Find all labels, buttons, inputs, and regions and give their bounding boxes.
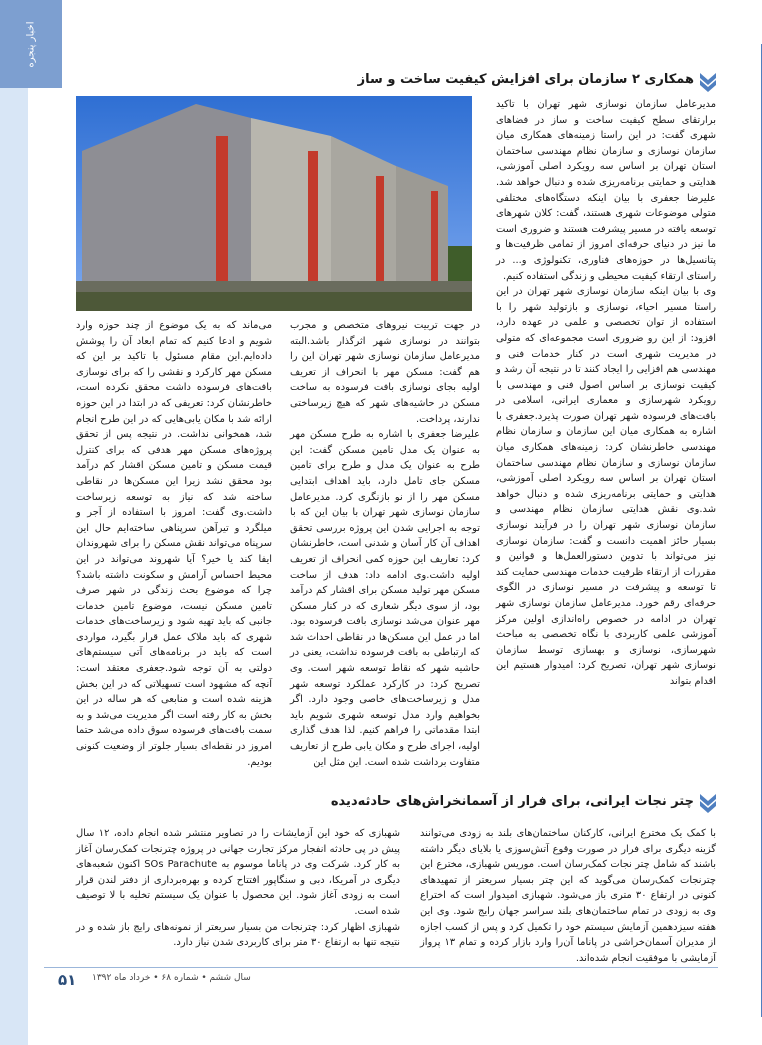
chevron-down-icon bbox=[698, 792, 718, 816]
article-column-right: با کمک یک مخترع ایرانی، کارکنان ساختمان‌های بلند به زودی می‌توانند گزینه دیگری برای فرار در صورت وقوع آتش‌سوزی یا بلایای دیگر داشته باشند که شامل چتر نجات کمک‌رسان است. موریس شهبازی، مخترع این چترنجات کمک‌رسان می‌گوید که این چتر بسیار سریعتر از تمهیدهای کنونی در ارتفاع ۳۰ متری باز می‌شود. شهبازی امیدوار است که اختراع وی به زودی در تمام ساختمان‌های بلند سراسر جهان رایج شود. وی این هفته سیزدهمین آزمایش سیستم خود را تکمیل کرد و پس از کسب اجازه از مدیران آسمان‌خراشی در پاناما آن‌را وارد بازار کرده و تمام ۱۳ پرواز آزمایشی با موفقیت انجام شده‌اند. bbox=[420, 828, 716, 964]
issue-info: سال ششم • شماره ۶۸ • خرداد ماه ۱۳۹۲ bbox=[92, 973, 251, 983]
footer-rule bbox=[44, 967, 718, 968]
building-photo bbox=[76, 96, 472, 311]
article-title: چتر نجات ایرانی، برای فرار از آسمانخراش‌های حادثه‌دیده bbox=[330, 794, 694, 809]
section-tab bbox=[0, 0, 62, 88]
article-column-left: می‌ماند که به یک موضوع از چند حوزه وارد شویم و ادعا کنیم که تمام ابعاد آن را پوشش داده‌ایم.این مقام مسئول با تاکید بر این که مسکن مهر کارکرد و نقشی را که برای نوسازی بافت‌های فرسوده داشت محقق نکرده است، خاطرنشان کرد: تعریفی که در ابتدا در این حوزه ارائه شد با مکان یابی‌هایی که در این طرح انجام شد، همخوانی نداشت. در نتیجه پس از تحقق پروژه‌های مسکن مهر هدفی که برای کنترل قیمت مسکن و تامین مسکن اقشار کم درآمد بود محقق نشد زیرا این مسکن‌ها در نقاطی ساخته شد که نیاز به توسعه زیرساخت داشت.وی گفت: امروز با استفاده از آجر و میلگرد و تیرآهن سرپناهی ساخته‌ایم حال این سرپناه می‌تواند نقش مسکن را برای شهروندان ایفا کند یا خیر؟ آیا شهروند می‌تواند در این محیط احساس آرامش و سکونت داشته باشد؟ چرا که موضوع بحث زندگی در شهر صرف تامین مسکن نیست، موضوع تامین خدمات جانبی که باید تهیه شود و زیرساخت‌های خدمات شهری که باید ملاک عمل قرار بگیرد، مواردی است که باید در برنامه‌های آتی سیستم‌های دولتی به آن توجه شود.جعفری معتقد است: آنچه که مشهود است تسهیلاتی که در این بخش هزینه شده است و منابعی که هر ساله در این بخش به کار رفته است اگر مدیریت می‌شد و به سمت بافت‌های فرسوده سوق داده می‌شد حتما امروز در نقطه‌ای بسیار جلوتر از وضعیت کنونی بودیم. bbox=[76, 320, 272, 768]
article-column-right: مدیرعامل سازمان نوسازی شهر تهران با تاکید برارتقای سطح کیفیت ساخت و ساز در فضاهای شهری گفت: در این راستا زمینه‌های همکاری میان سازمان نوسازی و سازمان نظام مهندسی ساختمان استان تهران بر اساس سه رویکرد اصلی آموزشی، هدایتی و حمایتی برنامه‌ریزی شده و دنبال خواهد شد. علیرضا جعفری با بیان اینکه دستگاه‌های مختلفی متولی موضوعات شهری هستند، گفت: کلان شهرهای توسعه یافته در مسیر پیشرفت هستند و ضروری است ما نیز در دنیای حرفه‌ای امروز از تمامی ظرفیت‌ها و پتانسیل‌ها در حوزه‌های فناوری، تکنولوژی و... در راستای ارتقاء کیفیت محیطی و زندگی استفاده کنیم. وی با بیان اینکه سازمان نوسازی شهر تهران در این راستا مسیر احیاء، نوسازی و بازتولید شهر را با استفاده از توان تخصصی و علمی در عهده دارد، افزود: از این رو ضروری است مجموعه‌ای که متولی در مدیریت شهری است در کنار خدمات فنی و مهندسی هم افزایی را ایجاد کنند تا در نتیجه آن رشد و کیفیت نوسازی بر اساس اصول فنی و مهندسی با رویکرد شهرسازی و معماری ایرانی، اسلامی در بافت‌های فرسوده شهر تهران صورت پذیرد.جعفری با اشاره به همکاری میان این سازمان و سازمان نظام مهندسی خاطرنشان کرد: زمینه‌های همکاری میان سازمان نوسازی و سازمان نظام مهندسی ساختمان استان تهران بر اساس سه رویکرد اصلی آموزشی، هدایتی و حمایتی برنامه‌ریزی شده و دنبال خواهد شد.وی نقش هدایتی سازمان نظام مهندسی و سازمان نوسازی شهر تهران را در فرآیند نوسازی بسیار حائز اهمیت دانست و گفت: سازمان نوسازی نیز می‌تواند با تدوین دستورالعمل‌ها و قوانین و مقررات از ارتقاء ظرفیت خدمات مهندسی حمایت کند تا توسعه و پیشرفت در مسیر نوسازی در الگوی حرفه‌ای رقم خورد. مدیرعامل سازمان نوسازی شهر تهران در ادامه در خصوص راه‌اندازی اولین مرکز آموزشی علمی کاربردی با نگاه تخصصی به مباحث شهرسازی، نوسازی و بهسازی توسط سازمان نوسازی شهر تهران، تصریح کرد: امیدوار هستیم این اقدام بتواند bbox=[496, 99, 716, 687]
article-column-middle: در جهت تربیت نیروهای متخصص و مجرب بتوانند در نوسازی شهر اثرگذار باشد.البته مدیرعامل سازمان نوسازی شهر تهران این را هم گفت: مسکن مهر با انحراف از تعریف اولیه بجای نوسازی بافت فرسوده به ساخت مسکن در حاشیه‌های شهر که هیچ زیرساختی ندارند، پرداخت. علیرضا جعفری با اشاره به طرح مسکن مهر به عنوان یک مدل تامین مسکن گفت: این طرح به عنوان یک مدل و طرح برای تامین مسکن جای تامل دارد، باید اهداف ابتدایی مسکن مهر را از نو بازنگری کرد. مدیرعامل سازمان نوسازی شهر تهران با بیان این که با توجه به اجرایی شدن این پروژه بررسی تحقق اهداف آن کار آسان و شدنی است، خاطرنشان کرد: تعاریف این حوزه کمی انحراف از تعریف اولیه داشت.وی ادامه داد: هدف از ساخت مسکن مهر تولید مسکن برای اقشار کم درآمد بود، از سوی دیگر شعاری که در کنار مسکن مهر عنوان می‌شد نوسازی بافت فرسوده بود. اما در عمل این مسکن‌ها در نقاطی احداث شد که ارتباطی به بافت فرسوده نداشت، یعنی در حاشیه شهر که نقاط توسعه شهر است. وی تصریح کرد: در کارکرد عملکرد توسعه شهر مدل و زیرساخت‌های خاصی وجود دارد. اگر بخواهیم وارد مدل توسعه شهری شویم باید ابتدا مقدماتی را فراهم کنیم. لذا هدف گذاری اولیه، اجرای طرح و مکان یابی طرح از تعاریف متفاوت برداشت شده است. این مثل این bbox=[290, 320, 480, 768]
article-title: همکاری ۲ سازمان برای افزایش کیفیت ساخت و ساز bbox=[357, 72, 694, 87]
page-number: ۵۱ bbox=[58, 971, 77, 989]
article-column-middle: شهبازی که خود این آزمایشات را در تصاویر منتشر شده انجام داده، ۱۲ سال پیش در پی حادثه انفجار مرکز تجارت جهانی در پروژه چترنجات کمک‌رسان آغاز به کار کرد. شرکت وی در پاناما موسوم به SOs Parachute اکنون شعبه‌های دیگری در آمریکا، دبی و سنگاپور افتتاح کرده و بهره‌برداری از دفتر لندن قرار است به زودی آغاز شود. این محصول با عنوان یک سیستم تخلیه با لا توصیف شده است. شهبازی اظهار کرد: چترنجات من بسیار سریعتر از نمونه‌های رایج باز شده و در نتیجه تنها به ارتفاع ۳۰ متر برای کاربردی شدن نیاز دارد. bbox=[76, 828, 400, 949]
chevron-down-icon bbox=[698, 71, 718, 95]
side-bar bbox=[0, 88, 28, 1045]
section-label: اخبار پنجره bbox=[25, 20, 37, 68]
